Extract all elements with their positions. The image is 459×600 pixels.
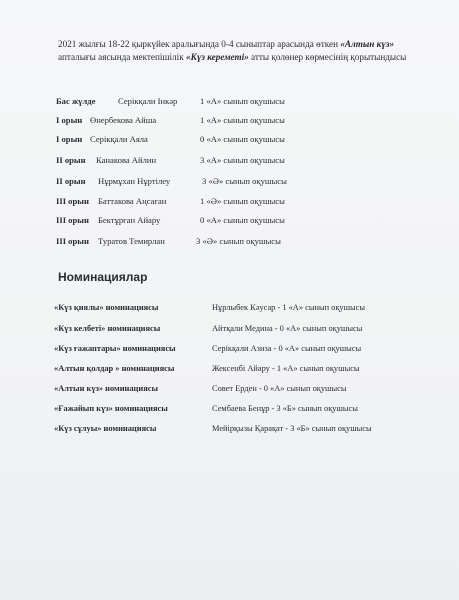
nomination-row [54, 364, 454, 373]
winner-name: Өнербекова Айша [90, 115, 157, 125]
winner-name: Серікқали Інкәр [118, 96, 178, 106]
winner-class: 0 «А» сынып оқушысы [200, 215, 285, 225]
winner-row [56, 176, 456, 186]
nomination-title: «Күз ғажаптары» номинациясы [54, 344, 176, 353]
nomination-row [54, 303, 454, 312]
document-intro [58, 38, 438, 64]
winner-place: І орын [56, 134, 83, 144]
winner-row [56, 215, 456, 225]
nomination-title: «Күз келбеті» номинациясы [54, 324, 161, 333]
intro-line-2 [58, 51, 438, 64]
winner-row [56, 236, 456, 246]
nomination-winner: Айтқали Медина - 0 «А» сынып оқушысы [212, 324, 363, 333]
nomination-row [54, 424, 454, 433]
nomination-title: «Ғажайып күз» номинациясы [54, 404, 168, 413]
winner-row [56, 134, 456, 144]
winner-row [56, 115, 456, 125]
winner-place: ІІІ орын [56, 196, 89, 206]
winner-place: ІІІ орын [56, 236, 89, 246]
winner-place: Бас жүлде [56, 96, 96, 106]
exhibition-title: «Күз кереметі» [186, 52, 249, 62]
nominations-heading: Номинациялар [58, 270, 148, 284]
nomination-winner: Сембаева Бенұр - 3 «Б» сынып оқушысы [212, 404, 358, 413]
winner-place: І орын [56, 115, 83, 125]
nomination-row [54, 344, 454, 353]
winner-class: 1 «А» сынып оқушысы [200, 115, 285, 125]
intro-text-2: апталығы аясында мектепішілік [58, 52, 186, 62]
nomination-title: «Күз қиялы» номинациясы [54, 303, 159, 312]
winner-class: 3 «А» сынып оқушысы [200, 155, 285, 165]
nomination-winner: Жексенбі Айару - 1 «А» сынып оқушысы [212, 364, 360, 373]
winner-name: Бектұрған Айару [98, 215, 161, 225]
winner-row [56, 155, 456, 165]
winner-place: ІІ орын [56, 155, 86, 165]
winner-class: 1 «А» сынып оқушысы [200, 96, 285, 106]
nomination-winner: Серікқали Азиза - 0 «А» сынып оқушысы [212, 344, 362, 353]
winner-row [56, 96, 456, 106]
winner-place: ІІ орын [56, 176, 86, 186]
intro-text-1: 2021 жылғы 18-22 қыркүйек аралығында 0-4 сыныптар арасында өткен [58, 39, 341, 49]
winner-class: 1 «Ә» сынып оқушысы [200, 196, 285, 206]
nomination-winner: Совет Ерден - 0 «А» сынып оқушысы [212, 384, 347, 393]
event-title: «Алтын күз» [340, 39, 395, 49]
nomination-row [54, 384, 454, 393]
winner-name: Баттакова Аңсаған [98, 196, 167, 206]
winner-place: ІІІ орын [56, 215, 89, 225]
nomination-row [54, 324, 454, 333]
winner-class: 0 «А» сынып оқушысы [200, 134, 285, 144]
winner-name: Канакова Айлин [96, 155, 157, 165]
nomination-title: «Алтын қолдар » номинациясы [54, 364, 175, 373]
intro-line-1 [58, 38, 438, 51]
winner-row [56, 196, 456, 206]
winner-class: 3 «Ә» сынып оқушысы [196, 236, 281, 246]
winner-name: Нұрмұхан Нұртілеу [98, 176, 171, 186]
nomination-winner: Мейірқызы Қарақат - 3 «Б» сынып оқушысы [212, 424, 372, 433]
winner-name: Туратов Темирлан [98, 236, 165, 246]
nomination-title: «Алтын күз» номинациясы [54, 384, 159, 393]
winner-class: 3 «Ә» сынып оқушысы [202, 176, 287, 186]
winner-name: Серікқали Аяла [90, 134, 148, 144]
nomination-title: «Күз сұлуы» номинациясы [54, 424, 157, 433]
nomination-row [54, 404, 454, 413]
nomination-winner: Нұрлыбек Кәусар - 1 «А» сынып оқушысы [212, 303, 366, 312]
intro-text-3: атты қолөнер көрмесінің қорытындысы [248, 52, 407, 62]
